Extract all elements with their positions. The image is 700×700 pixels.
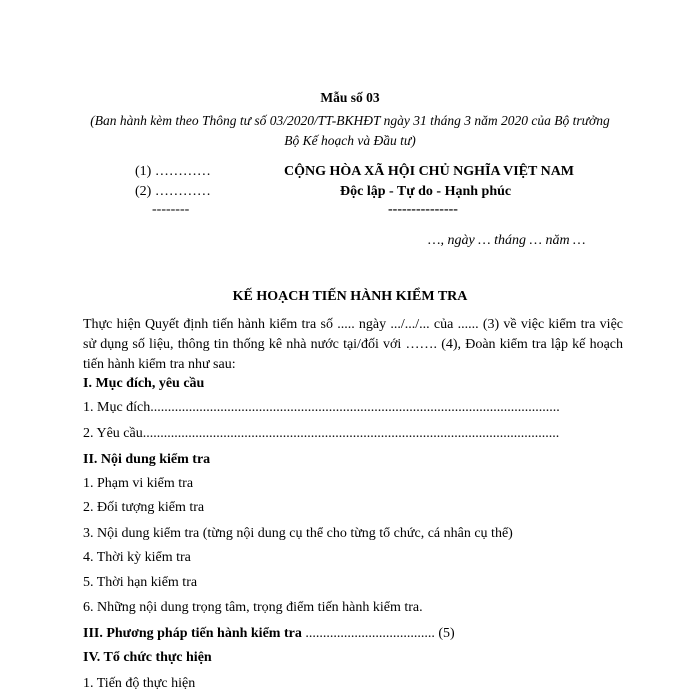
section-2-item-subjects: 2. Đối tượng kiểm tra xyxy=(83,500,205,515)
section-1-item-requirements: 2. Yêu cầu....................................................................................................................... xyxy=(83,426,560,441)
section-4-item-progress: 1. Tiến độ thực hiện xyxy=(83,676,196,691)
section-4-heading: IV. Tổ chức thực hiện xyxy=(83,650,212,665)
section-3-line xyxy=(83,626,455,642)
section-2-item-period: 4. Thời kỳ kiểm tra xyxy=(83,550,191,565)
agency-rule: -------- xyxy=(152,202,190,217)
national-motto: Độc lập - Tự do - Hạnh phúc xyxy=(340,184,512,199)
issued-by-line-2: Bộ Kế hoạch và Đầu tư) xyxy=(284,133,416,148)
section-2-item-content: 3. Nội dung kiểm tra (từng nội dung cụ thể cho từng tổ chức, cá nhân cụ thể) xyxy=(83,526,513,541)
intro-paragraph: Thực hiện Quyết định tiến hành kiểm tra số ..... ngày .../.../... của ...... (3) về việc kiểm tra việc sử dụng số liệu, thông tin thống kê nhà nước tại/đối với ……. (4), Đoàn kiểm tra lập kế hoạch tiến hành kiểm tra như sau: xyxy=(83,317,623,372)
document-title: KẾ HOẠCH TIẾN HÀNH KIỂM TRA xyxy=(232,289,468,304)
section-2-item-deadline: 5. Thời hạn kiểm tra xyxy=(83,575,198,590)
country-name: CỘNG HÒA XÃ HỘI CHỦ NGHĨA VIỆT NAM xyxy=(284,164,575,179)
form-number: Mẫu số 03 xyxy=(320,90,380,105)
section-2-heading: II. Nội dung kiểm tra xyxy=(83,452,211,467)
date-line: …, ngày … tháng … năm … xyxy=(428,233,586,248)
section-3-dots: ..................................... (5) xyxy=(301,626,455,641)
motto-rule: --------------- xyxy=(388,202,458,217)
section-2-item-focus: 6. Những nội dung trọng tâm, trọng điểm tiến hành kiểm tra. xyxy=(83,600,423,615)
section-1-item-purpose: 1. Mục đích..................................................................................................................... xyxy=(83,400,560,415)
issued-by-line-1: (Ban hành kèm theo Thông tư số 03/2020/TT-BKHĐT ngày 31 tháng 3 năm 2020 của Bộ trưởng xyxy=(90,113,610,128)
agency-line-1: (1) ………… xyxy=(135,164,211,179)
section-3-heading: III. Phương pháp tiến hành kiểm tra xyxy=(83,626,302,641)
section-2-item-scope: 1. Phạm vi kiểm tra xyxy=(83,476,194,491)
agency-line-2: (2) ………… xyxy=(135,184,211,199)
section-1-heading: I. Mục đích, yêu cầu xyxy=(83,376,205,391)
